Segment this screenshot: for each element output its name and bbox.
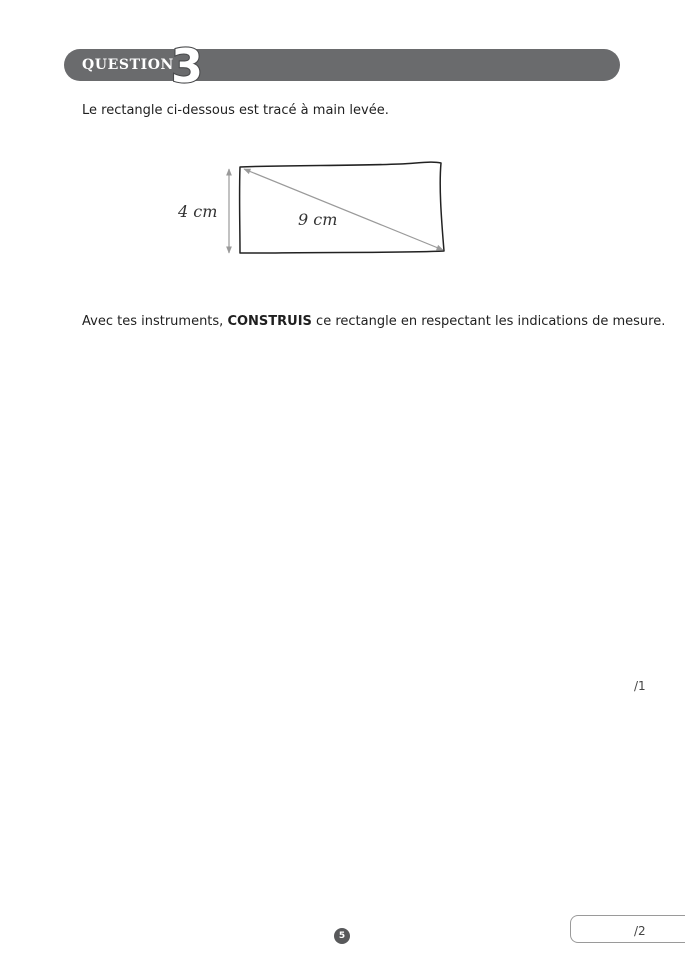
instruction-rest: ce rectangle en respectant les indications de mesure. [311,314,666,329]
intro-text: Le rectangle ci-dessous est tracé à main levée. [82,103,389,118]
question-label: QUESTION [82,57,174,73]
question-score: /1 [634,679,646,693]
diagonal-label: 9 cm [298,210,338,229]
height-label: 4 cm [178,202,218,221]
page-score-box [570,915,685,943]
page-score: /2 [634,924,646,938]
diagonal-arrow [244,169,443,250]
rectangle-figure [170,155,460,265]
instruction-text [82,313,665,331]
page-number-badge: 5 [334,928,350,944]
instruction-verb: CONSTRUIS [227,314,312,329]
instruction-lead: Avec tes instruments, [82,314,228,329]
question-number-badge [170,38,204,92]
freehand-rectangle [240,162,444,253]
question-number: 3 [170,39,204,92]
